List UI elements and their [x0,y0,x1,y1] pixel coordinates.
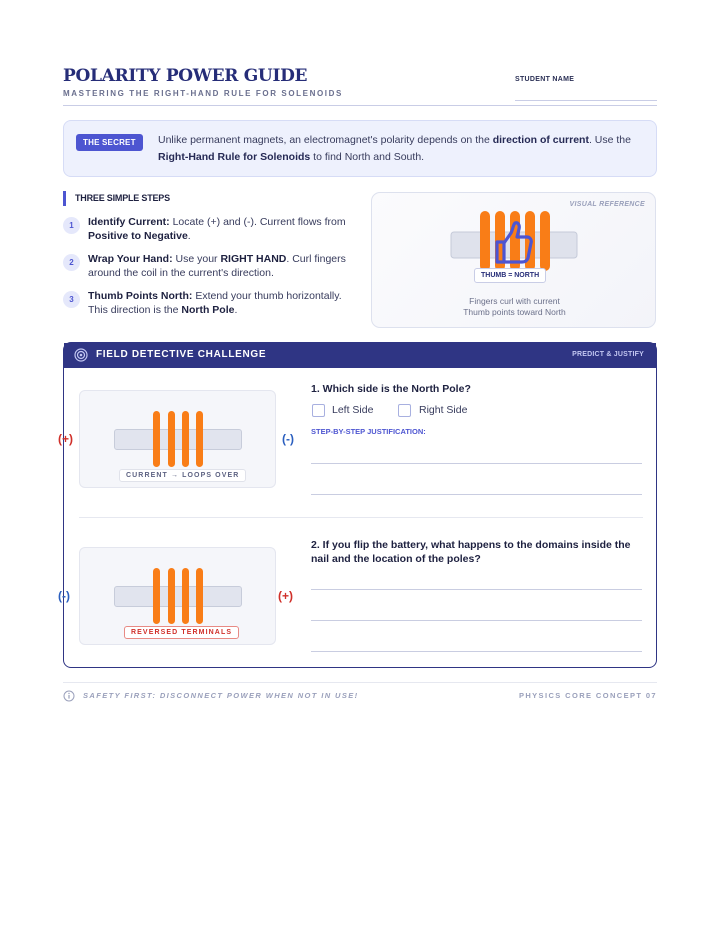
coil-loop [153,568,160,624]
coil-loop [168,568,175,624]
step-number: 1 [63,217,80,234]
target-icon [74,348,88,362]
coil-loop [153,411,160,467]
question-1-text: 1. Which side is the North Pole? [311,383,471,395]
left-side-label: Left Side [332,404,374,416]
page-subtitle: MASTERING THE RIGHT-HAND RULE FOR SOLENOIDS [63,89,343,98]
secret-badge: THE SECRET [76,134,143,151]
field-detective-challenge [58,342,657,668]
safety-note: SAFETY FIRST: DISCONNECT POWER WHEN NOT IN USE! [83,691,359,700]
coil-loop [182,411,189,467]
visual-reference-card [371,192,656,328]
coil-loop [168,411,175,467]
step-text: Thumb Points North: Extend your thumb horizontally. This direction is the North Pole. [88,290,342,316]
question-2-text: 2. If you flip the battery, what happens to the domains inside the nail and the location of the poles? [311,539,631,565]
coil-loop [196,411,203,467]
visual-caption-2: Thumb points toward North [463,307,566,317]
visual-reference-label: VISUAL REFERENCE [569,201,645,208]
answer-line[interactable] [311,589,642,590]
page-header [63,66,657,106]
nail-core [114,586,242,607]
concept-label: PHYSICS CORE CONCEPT 07 [518,691,657,700]
positive-terminal-label: (+) [58,432,73,446]
current-direction-badge: CURRENT → LOOPS OVER [119,469,246,482]
student-name-field[interactable] [515,100,657,101]
positive-terminal-label: (+) [278,589,293,603]
left-side-checkbox[interactable] [312,404,325,417]
challenge-header-bar [64,343,656,368]
secret-callout [63,120,657,177]
right-side-checkbox[interactable] [398,404,411,417]
right-side-label: Right Side [419,404,468,416]
answer-line[interactable] [311,620,642,621]
q1-diagram [79,390,276,488]
footer-divider [63,682,657,683]
page-title: POLARITY POWER GUIDE [63,66,308,86]
negative-terminal-label: (-) [282,432,294,446]
coil-loop [480,211,490,271]
question-divider [79,517,643,518]
step-text: Wrap Your Hand: Use your RIGHT HAND. Curl fingers around the coil in the current's direction. [88,253,346,279]
challenge-tag: PREDICT & JUSTIFY [572,351,644,358]
step-text: Identify Current: Locate (+) and (-). Current flows from Positive to Negative. [88,216,346,242]
secret-emphasis-rule: Right-Hand Rule for Solenoids [158,151,311,163]
answer-line[interactable] [311,494,642,495]
answer-line[interactable] [311,651,642,652]
step-number: 3 [63,291,80,308]
visual-caption-1: Fingers curl with current [469,296,560,306]
answer-line[interactable] [311,463,642,464]
justification-label: STEP-BY-STEP JUSTIFICATION: [311,427,426,436]
reversed-terminals-badge: REVERSED TERMINALS [124,626,239,639]
secret-text: Unlike permanent magnets, an electromagnet's polarity depends on the direction of current. Use the Right-Hand Rule for Solenoids to find North and South. [158,134,631,163]
challenge-title: FIELD DETECTIVE CHALLENGE [96,349,267,360]
nail-core [114,429,242,450]
coil-loop [540,211,550,271]
step-number: 2 [63,254,80,271]
info-icon [63,690,75,702]
steps-heading: THREE SIMPLE STEPS [63,191,170,206]
coil-loop [196,568,203,624]
q2-diagram [79,547,276,645]
negative-terminal-label: (-) [58,589,70,603]
secret-emphasis-current: direction of current [492,134,589,146]
coil-loop [182,568,189,624]
student-name-label: STUDENT NAME [515,76,575,83]
thumb-north-badge: THUMB = NORTH [474,268,546,283]
